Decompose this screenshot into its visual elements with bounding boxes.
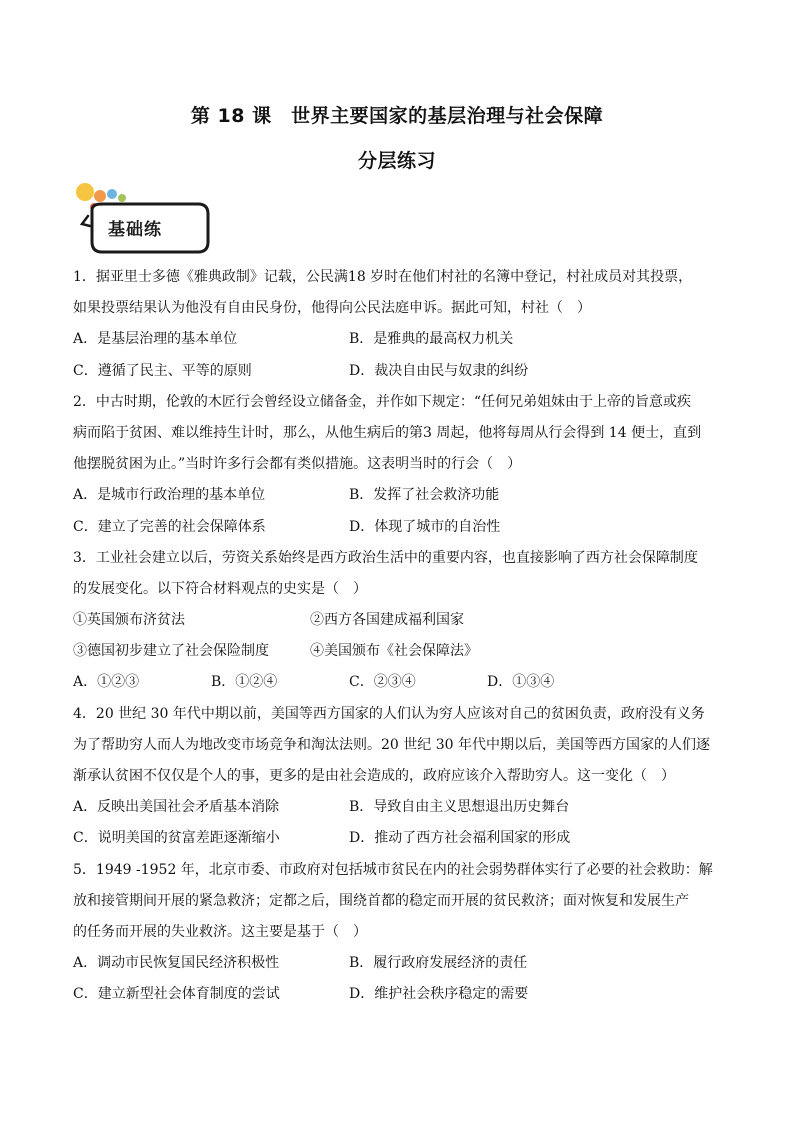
option-b[interactable]: B．履行政府发展经济的责任	[349, 955, 528, 972]
question-list	[73, 262, 723, 1011]
question-1	[73, 262, 723, 387]
page-subtitle: 分层练习	[357, 150, 436, 172]
question-line: 3．工业社会建立以后，劳资关系始终是西方政治生活中的重要内容，也直接影响了西方社会保障制度	[73, 549, 698, 566]
question-line: 4．20 世纪 30 年代中期以前，美国等西方国家的人们认为穷人应该对自己的贫困负责，政府没有义务	[73, 705, 705, 722]
question-line: 为了帮助穷人而人为地改变市场竞争和淘汰法则。20 世纪 30 年代中期以后，美国等西方国家的人们逐	[73, 736, 710, 753]
option-c[interactable]: C．建立了完善的社会保障体系	[73, 518, 266, 535]
question-line: 放和接管期间开展的紧急救济；定都之后，围绕首都的稳定而开展的贫民救济；面对恢复和发展生产	[73, 892, 689, 909]
question-line: 他摆脱贫困为止。”当时许多行会都有类似措施。这表明当时的行会（ ）	[73, 456, 522, 473]
option-b[interactable]: B．发挥了社会救济功能	[349, 487, 500, 504]
option-d[interactable]: D．体现了城市的自治性	[349, 518, 501, 535]
option-a[interactable]: A．①②③	[73, 674, 140, 691]
decor-dot-orange	[94, 190, 106, 202]
statement-1: ①英国颁布济贫法	[73, 612, 185, 629]
option-b[interactable]: B．导致自由主义思想退出历史舞台	[349, 799, 570, 816]
option-a[interactable]: A．是基层治理的基本单位	[73, 331, 238, 348]
decor-dot-green	[118, 194, 126, 202]
question-line: 2．中古时期，伦敦的木匠行会曾经设立储备金，并作如下规定：“任何兄弟姐妹由于上帝的旨意或疾	[73, 393, 692, 410]
question-line: 渐承认贫困不仅仅是个人的事，更多的是由社会造成的，政府应该介入帮助穷人。这一变化（ ）	[73, 768, 675, 784]
option-d[interactable]: D．①③④	[487, 674, 555, 691]
page-title: 第 18 课 世界主要国家的基层治理与社会保障	[190, 105, 604, 127]
option-a[interactable]: A．是城市行政治理的基本单位	[73, 487, 266, 504]
statement-4: ④美国颁布《社会保障法》	[310, 643, 478, 660]
question-4	[73, 699, 723, 855]
option-c[interactable]: C．②③④	[349, 674, 416, 691]
statement-3: ③德国初步建立了社会保险制度	[73, 643, 269, 660]
option-c[interactable]: C．遵循了民主、平等的原则	[73, 362, 252, 379]
option-b[interactable]: B．是雅典的最高权力机关	[349, 331, 514, 348]
option-c[interactable]: C．说明美国的贫富差距逐渐缩小	[73, 830, 280, 847]
option-a[interactable]: A．调动市民恢复国民经济积极性	[73, 955, 280, 972]
question-line: 如果投票结果认为他没有自由民身份，他得向公民法庭申诉。据此可知，村社（ ）	[73, 300, 591, 317]
badge-tail	[82, 216, 90, 226]
question-line: 的发展变化。以下符合材料观点的史实是（ ）	[73, 580, 367, 597]
section-label: 基础练	[108, 220, 162, 240]
option-d[interactable]: D．维护社会秩序稳定的需要	[349, 986, 529, 1003]
question-line: 1．据亚里士多德《雅典政制》记载，公民满18 岁时在他们村社的名簿中登记，村社成员对其投票，	[73, 269, 693, 285]
option-c[interactable]: C．建立新型社会体育制度的尝试	[73, 986, 280, 1003]
decor-dot-blue	[107, 189, 117, 199]
question-line: 5．1949 -1952 年，北京市委、市政府对包括城市贫民在内的社会弱势群体实行了必要的社会救助：解	[73, 861, 713, 878]
option-a[interactable]: A．反映出美国社会矛盾基本消除	[73, 799, 280, 816]
question-line: 病而陷于贫困、难以维持生计时，那么，从他生病后的第3 周起，他将每周从行会得到 14 便士，直到	[73, 424, 702, 441]
question-line: 的任务而开展的失业救济。这主要是基于（ ）	[73, 923, 367, 940]
statement-2: ②西方各国建成福利国家	[310, 612, 464, 629]
decor-dot-yellow	[76, 183, 94, 201]
question-5	[73, 855, 723, 1011]
option-b[interactable]: B．①②④	[211, 674, 278, 691]
option-d[interactable]: D．裁决自由民与奴隶的纠纷	[349, 362, 529, 379]
option-d[interactable]: D．推动了西方社会福利国家的形成	[349, 830, 571, 847]
question-3	[73, 543, 723, 699]
question-2	[73, 387, 723, 543]
